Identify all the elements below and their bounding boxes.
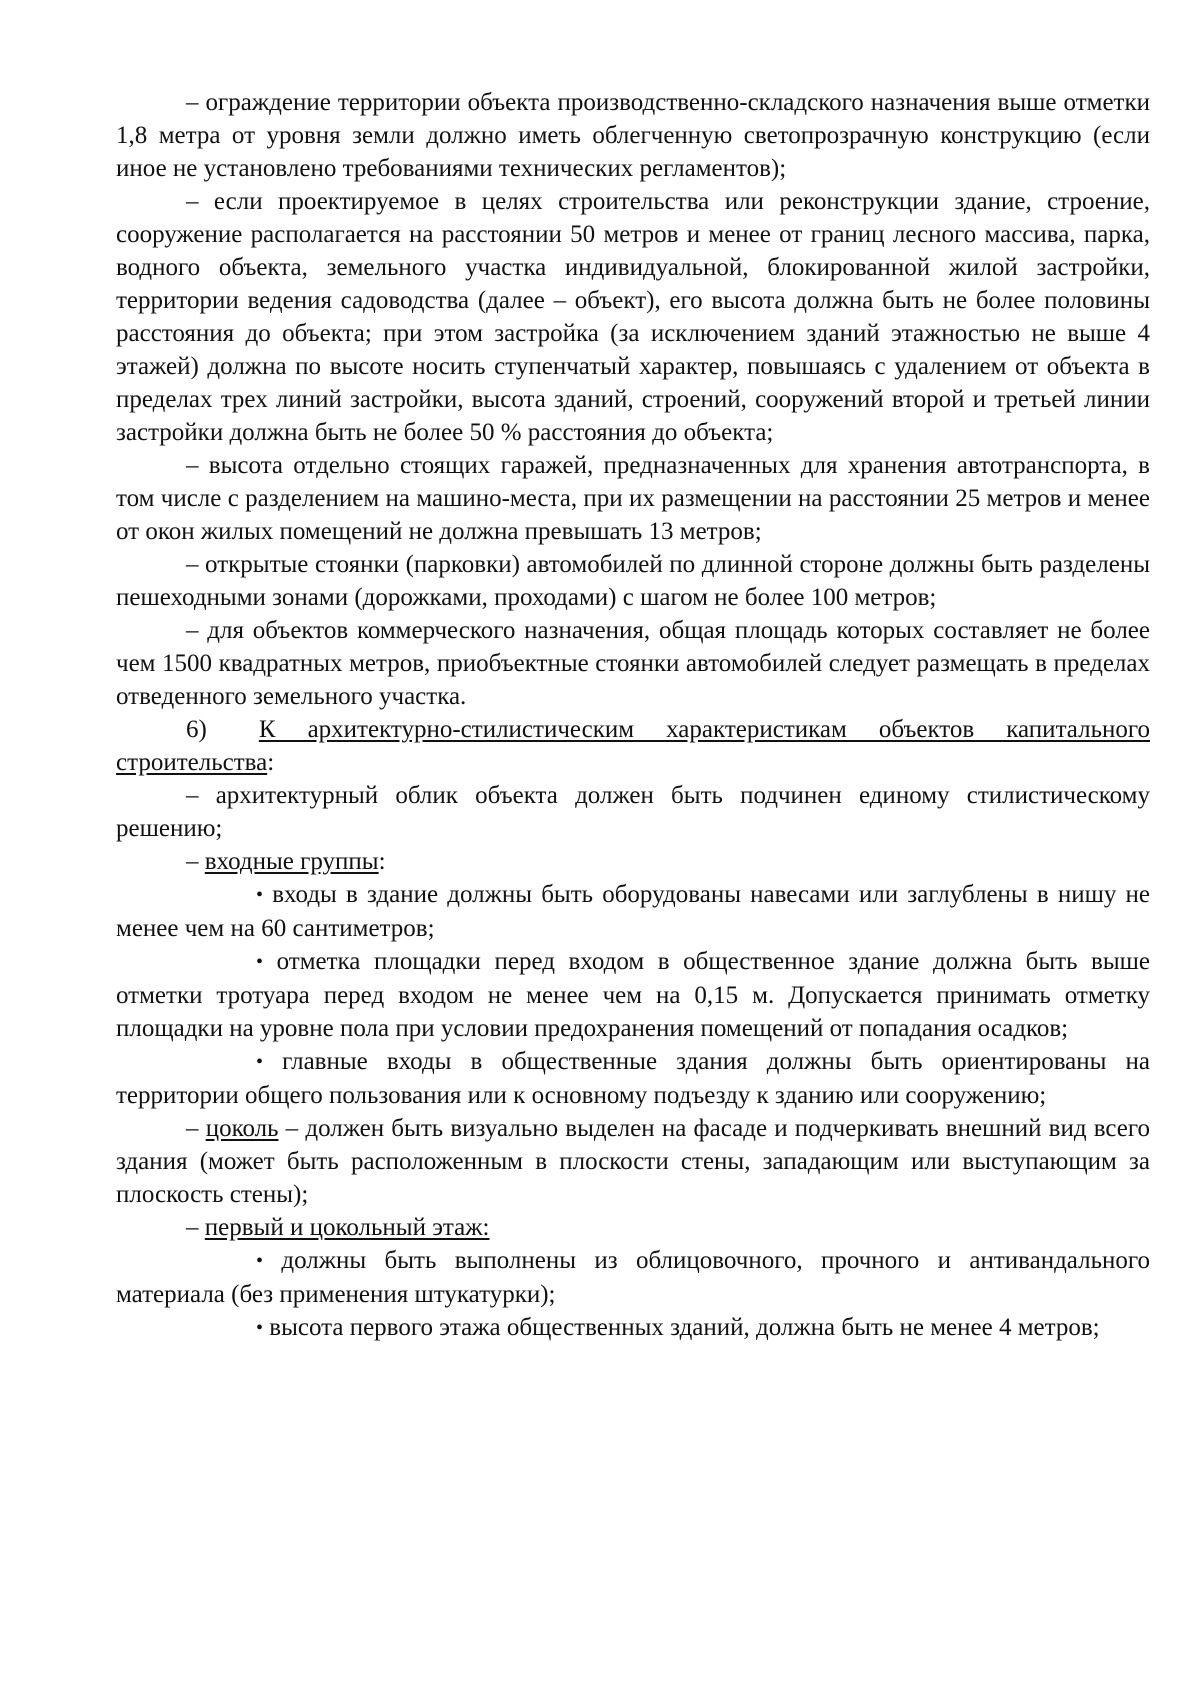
bullet-icon: •	[256, 884, 264, 906]
plinth-label: цоколь	[205, 1115, 279, 1142]
bullet-item-entrance-level	[116, 945, 1150, 1045]
bullet-text: входы в здание должны быть оборудованы навесами или заглублены в нишу не менее чем на 60 сантиметров;	[116, 881, 1150, 942]
first-floor-heading	[116, 1211, 1150, 1244]
paragraph-garages: – высота отдельно стоящих гаражей, предназначенных для хранения автотранспорта, в том числе с разделением на машино-места, при их размещении на расстоянии 25 метров и менее от окон жилых помещений не должна превышать 13 метров;	[116, 452, 1150, 545]
paragraph-building-height: – если проектируемое в целях строительства или реконструкции здание, строение, сооружение располагается на расстоянии 50 метров и менее от границ лесного массива, парка, водного объекта, земельного участка индивидуальной, блокированной жилой застройки, территории ведения садоводства (далее – объект), его высота должна быть не более половины расстояния до объекта; при этом застройка (за исключением зданий этажностью не выше 4 этажей) должна по высоте носить ступенчатый характер, повышаясь с удалением от объекта в пределах трех линий застройки, высота зданий, строений, сооружений второй и третьей линии застройки должна быть не более 50 % расстояния до объекта;	[116, 188, 1150, 446]
paragraph-plinth	[116, 1112, 1150, 1211]
section-6-heading	[116, 713, 1150, 779]
first-floor-dash: –	[186, 1214, 205, 1241]
plinth-dash: –	[186, 1115, 206, 1142]
bullet-text: отметка площадки перед входом в общественное здание должна быть выше отметки тротуара перед входом не менее чем на 0,15 м. Допускается принимать отметку площадки на уровне пола при условии предохранения помещений от попадания осадков;	[116, 948, 1151, 1042]
entry-groups-label: входные группы	[204, 848, 379, 875]
first-floor-label: первый и цокольный этаж:	[204, 1214, 490, 1241]
bullet-item-first-floor-height	[116, 1311, 1150, 1345]
bullet-icon: •	[256, 1317, 264, 1339]
bullet-item-facing-material	[116, 1244, 1150, 1311]
plinth-text: – должен быть визуально выделен на фасаде и подчеркивать внешний вид всего здания (может быть расположенным в плоскости стены, западающим или выступающим за плоскость стены);	[116, 1115, 1151, 1208]
bullet-item-main-entrances	[116, 1045, 1150, 1112]
section-title: К архитектурно-стилистическим характеристикам объектов капитального строительства	[116, 716, 1150, 776]
paragraph-fence: – ограждение территории объекта производственно-складского назначения выше отметки 1,8 метра от уровня земли должно иметь облегченную светопрозрачную конструкцию (если иное не установлено требованиями технических регламентов);	[116, 89, 1150, 182]
bullet-text: должны быть выполнены из облицовочного, прочного и антивандального материала (без применения штукатурки);	[116, 1247, 1151, 1308]
paragraph-commercial: – для объектов коммерческого назначения, общая площадь которых составляет не более чем 1500 квадратных метров, приобъектные стоянки автомобилей следует размещать в пределах отведенного земельного участка.	[116, 617, 1150, 710]
bullet-text: главные входы в общественные здания должны быть ориентированы на территории общего пользования или к основному подъезду к зданию или сооружению;	[116, 1048, 1151, 1109]
section-number: 6)	[186, 716, 207, 743]
entry-groups-colon: :	[378, 848, 386, 875]
section-colon: :	[267, 749, 275, 776]
bullet-icon: •	[256, 1250, 264, 1272]
bullet-item-canopies	[116, 878, 1150, 945]
bullet-icon: •	[256, 1051, 264, 1073]
entry-groups-dash: –	[186, 848, 205, 875]
bullet-text: высота первого этажа общественных зданий, должна быть не менее 4 метров;	[269, 1314, 1100, 1341]
paragraph-parking: – открытые стоянки (парковки) автомобилей по длинной стороне должны быть разделены пешеходными зонами (дорожками, проходами) с шагом не более 100 метров;	[116, 551, 1150, 611]
entry-groups-heading	[116, 845, 1150, 878]
paragraph-architectural-appearance: – архитектурный облик объекта должен быть подчинен единому стилистическому решению;	[116, 782, 1150, 842]
bullet-icon: •	[256, 951, 264, 973]
